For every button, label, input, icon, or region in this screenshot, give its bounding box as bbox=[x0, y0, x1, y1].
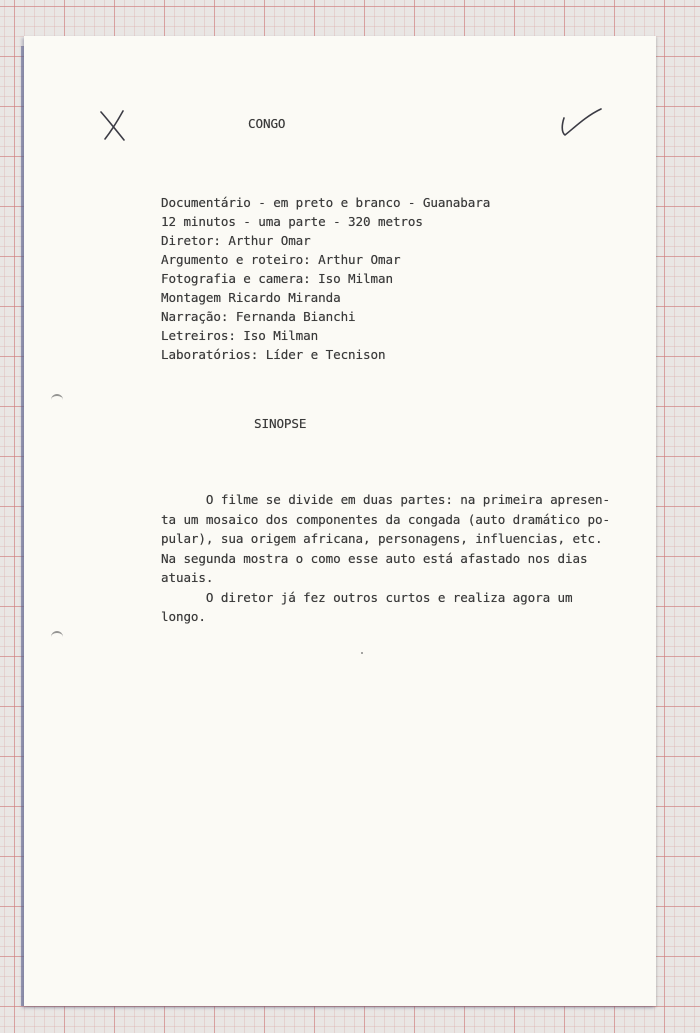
synopsis-line: O filme se divide em duas partes: na primeira apresen- bbox=[161, 492, 610, 507]
synopsis-line: ta um mosaico dos componentes da congada (auto dramático po- bbox=[161, 511, 610, 527]
handwritten-x-icon bbox=[96, 106, 130, 146]
credit-line: Fotografia e camera: Iso Milman bbox=[161, 271, 393, 286]
credit-line: Documentário - em preto e branco - Guanabara bbox=[161, 195, 491, 210]
document-title: CONGO bbox=[248, 116, 286, 131]
credit-line: Montagem Ricardo Miranda bbox=[161, 290, 341, 305]
credit-line: Narração: Fernanda Bianchi bbox=[161, 309, 356, 324]
credit-line: Letreiros: Iso Milman bbox=[161, 328, 319, 343]
synopsis-body bbox=[161, 490, 610, 627]
punch-hole-mark bbox=[51, 394, 63, 404]
ink-speck bbox=[361, 652, 363, 654]
synopsis-line: pular), sua origem africana, personagens, influencias, etc. bbox=[161, 531, 603, 546]
credit-line: 12 minutos - uma parte - 320 metros bbox=[161, 214, 423, 229]
synopsis-heading: SINOPSE bbox=[254, 416, 307, 431]
synopsis-line: atuais. bbox=[161, 570, 214, 585]
credit-line: Laboratórios: Líder e Tecnison bbox=[161, 347, 386, 362]
synopsis-line: longo. bbox=[161, 609, 206, 624]
synopsis-line: O diretor já fez outros curtos e realiza agora um bbox=[161, 589, 573, 605]
credits-list bbox=[161, 193, 490, 364]
synopsis-line: Na segunda mostra o como esse auto está afastado nos dias bbox=[161, 550, 588, 566]
credit-line: Diretor: Arthur Omar bbox=[161, 233, 311, 248]
punch-hole-mark bbox=[51, 631, 63, 641]
credit-line: Argumento e roteiro: Arthur Omar bbox=[161, 252, 401, 267]
document-page bbox=[24, 36, 656, 1006]
handwritten-check-icon bbox=[556, 106, 604, 140]
